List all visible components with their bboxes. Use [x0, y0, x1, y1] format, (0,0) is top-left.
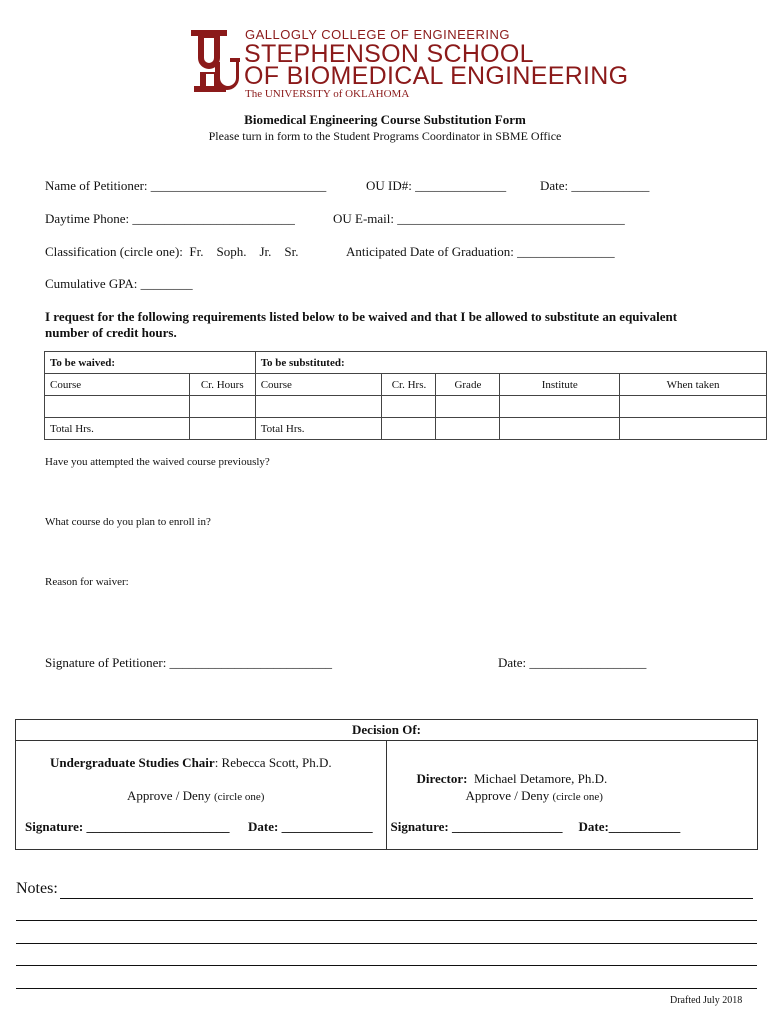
requirements-table — [44, 351, 767, 440]
daytime-phone-field[interactable]: Daytime Phone: _________________________ — [45, 211, 295, 226]
reason-question: Reason for waiver: — [45, 576, 129, 588]
chair-name: : Rebecca Scott, Ph.D. — [214, 755, 332, 770]
circle-one-note: (circle one) — [552, 791, 603, 803]
form-title: Biomedical Engineering Course Substitution Form — [244, 112, 526, 127]
table-cell[interactable] — [436, 418, 500, 440]
table-total-row — [45, 418, 767, 440]
request-statement-line2: number of credit hours. — [45, 325, 177, 340]
attempted-question: Have you attempted the waived course previously? — [45, 456, 270, 468]
table-cell[interactable] — [189, 418, 255, 440]
total-hours-right: Total Hrs. — [255, 418, 382, 440]
column-header: Grade — [436, 374, 500, 396]
column-header: Course — [45, 374, 190, 396]
table-header-row — [45, 352, 767, 374]
director-date-field[interactable]: Date:___________ — [578, 819, 681, 834]
approve-deny-text: Approve / Deny — [465, 788, 550, 803]
table-cell[interactable] — [189, 396, 255, 418]
notes-line[interactable] — [16, 965, 757, 966]
director-approve-deny[interactable] — [465, 788, 602, 804]
decision-table — [15, 719, 758, 850]
college-name: GALLOGLY COLLEGE OF ENGINEERING — [245, 27, 510, 42]
table-cell[interactable] — [620, 396, 767, 418]
notes-line[interactable] — [16, 988, 757, 989]
table-cell[interactable] — [500, 396, 620, 418]
drafted-date: Drafted July 2018 — [670, 995, 743, 1006]
approve-deny-text: Approve / Deny — [127, 788, 211, 803]
notes-label: Notes: — [16, 880, 58, 897]
table-cell[interactable] — [382, 418, 436, 440]
column-header: When taken — [620, 374, 767, 396]
director-section — [387, 741, 758, 850]
signature-date-field[interactable]: Date: __________________ — [498, 655, 647, 670]
column-header: Institute — [500, 374, 620, 396]
table-cell[interactable] — [382, 396, 436, 418]
school-name-line2: OF BIOMEDICAL ENGINEERING — [244, 62, 629, 90]
waived-header: To be waived: — [45, 352, 256, 374]
total-hours-left: Total Hrs. — [45, 418, 190, 440]
notes-line[interactable] — [60, 898, 753, 899]
date-field[interactable]: Date: ____________ — [540, 178, 650, 193]
table-cell[interactable] — [620, 418, 767, 440]
chair-approve-deny[interactable] — [127, 788, 264, 804]
notes-line[interactable] — [16, 920, 757, 921]
graduation-date-field[interactable]: Anticipated Date of Graduation: _______________ — [346, 244, 615, 259]
decision-title: Decision Of: — [16, 720, 758, 741]
substituted-header: To be substituted: — [255, 352, 766, 374]
column-header: Cr. Hrs. — [382, 374, 436, 396]
table-row[interactable] — [45, 396, 767, 418]
table-cell[interactable] — [500, 418, 620, 440]
table-cell[interactable] — [45, 396, 190, 418]
gpa-field[interactable]: Cumulative GPA: ________ — [45, 276, 193, 291]
circle-one-note: (circle one) — [214, 791, 265, 803]
column-header: Course — [255, 374, 382, 396]
request-statement-line1: I request for the following requirements listed below to be waived and that I be allowed to substitute an equivalent — [45, 309, 678, 324]
ou-email-field[interactable]: OU E-mail: ___________________________________ — [333, 211, 625, 226]
university-name: The UNIVERSITY of OKLAHOMA — [245, 88, 410, 100]
table-cell[interactable] — [436, 396, 500, 418]
chair-signature-field[interactable]: Signature: ______________________ — [25, 819, 230, 834]
ou-logo — [188, 28, 240, 96]
school-name-line1: STEPHENSON SCHOOL — [244, 40, 534, 68]
director-label: Director: — [416, 771, 468, 786]
table-column-row — [45, 374, 767, 396]
petitioner-signature-field[interactable]: Signature of Petitioner: _________________________ — [45, 655, 333, 670]
form-subtitle: Please turn in form to the Student Programs Coordinator in SBME Office — [208, 129, 562, 143]
notes-line[interactable] — [16, 943, 757, 944]
petitioner-name-field[interactable]: Name of Petitioner: ___________________________ — [45, 178, 327, 193]
classification-field[interactable]: Classification (circle one): Fr. Soph. Jr. Sr. — [45, 244, 299, 259]
ou-id-field[interactable]: OU ID#: ______________ — [366, 178, 507, 193]
column-header: Cr. Hours — [189, 374, 255, 396]
chair-label: Undergraduate Studies Chair — [50, 755, 215, 770]
enroll-question: What course do you plan to enroll in? — [45, 516, 211, 528]
chair-date-field[interactable]: Date: ______________ — [248, 819, 373, 834]
chair-section — [16, 741, 387, 850]
director-name: Michael Detamore, Ph.D. — [467, 771, 608, 786]
table-cell[interactable] — [255, 396, 382, 418]
director-signature-field[interactable]: Signature: _________________ — [390, 819, 563, 834]
